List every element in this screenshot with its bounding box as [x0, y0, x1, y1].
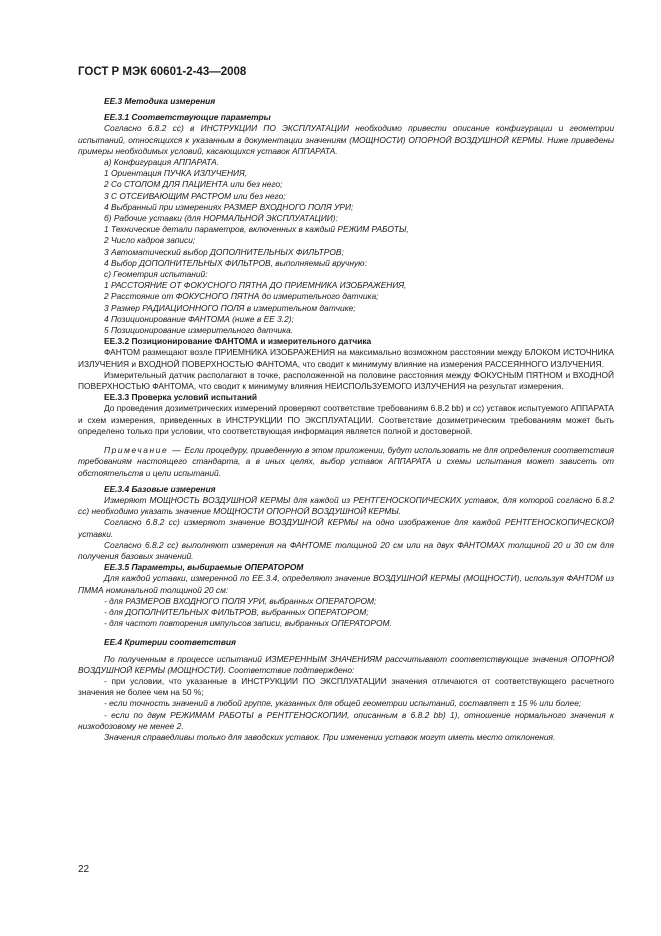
- list-item: 4 Позиционирование ФАНТОМА (ниже в ЕЕ 3.2);: [104, 313, 294, 324]
- section-ee3-4-title: EE.3.4 Базовые измерения: [104, 483, 216, 494]
- paragraph: До проведения дозиметрических измерений проверяют соответствие требованиям 6.8.2 bb) и сс) уставок испытуемого АППАРАТА и схем измерения, приведенных в ИНСТРУКЦИИ ПО ЭКСПЛУАТАЦИИ. Соответствие дозиметрическим требованиям может быть определено только при условии, что соответствующая информация является полной и достоверной.: [78, 403, 615, 436]
- note: [78, 445, 614, 479]
- paragraph: - если по двум РЕЖИМАМ РАБОТЫ в РЕНТГЕНОСКОПИИ, описанным в 6.8.2 bb) 1), отношение нормального значения к низкодозовому не менее 2.: [78, 709, 614, 731]
- list-item: - для частот повторения импульсов записи, выбранных ОПЕРАТОРОМ.: [104, 618, 392, 629]
- paragraph: ФАНТОМ размещают возле ПРИЕМНИКА ИЗОБРАЖЕНИЯ на максимально возможном расстоянии между БЛОКОМ ИСТОЧНИКА ИЗЛУЧЕНИЯ и ВХОДНОЙ ПОВЕРХНОСТЬЮ ФАНТОМА, что сводит к минимуму влияние на измерения РАССЕЯННОГО ИЗЛУЧЕНИЯ.: [78, 347, 614, 369]
- list-item: 3 Автоматический выбор ДОПОЛНИТЕЛЬНЫХ ФИЛЬТРОВ;: [104, 246, 344, 257]
- paragraph: Значения справедливы только для заводских уставок. При изменении уставок могут иметь место отклонения.: [104, 731, 556, 742]
- list-item: 3 С ОТСЕИВАЮЩИМ РАСТРОМ или без него;: [104, 190, 286, 201]
- paragraph: Согласно 6.8.2 сс) в ИНСТРУКЦИИ ПО ЭКСПЛУАТАЦИИ необходимо привести описание конфигурации и геометрии испытаний, относящихся к указанным в документации значениям (МОЩНОСТИ) ОПОРНОЙ ВОЗДУШНОЙ КЕРМЫ. Ниже приведены примеры необходимых условий, касающихся уставок АППАРАТА.: [78, 123, 614, 156]
- list-item: 2 Расстояние от ФОКУСНОГО ПЯТНА до измерительного датчика;: [104, 291, 379, 302]
- list-item: 1 Технические детали параметров, включенных в каждый РЕЖИМ РАБОТЫ,: [104, 224, 409, 235]
- list-item: 4 Выбранный при измерениях РАЗМЕР ВХОДНОГО ПОЛЯ УРИ;: [104, 201, 354, 212]
- note-label: Примечание —: [104, 445, 183, 456]
- paragraph: Измеряют МОЩНОСТЬ ВОЗДУШНОЙ КЕРМЫ для каждой из РЕНТГЕНОСКОПИЧЕСКИХ уставок, для которой согласно 6.8.2 сс) необходимо указать значение МОЩНОСТИ ОПОРНОЙ ВОЗДУШНОЙ КЕРМЫ.: [78, 494, 614, 517]
- section-ee3-2-title: EE.3.2 Позиционирование ФАНТОМА и измерительного датчика: [104, 336, 372, 347]
- section-ee3-1-title: EE.3.1 Соответствующие параметры: [104, 112, 271, 123]
- list-item: 4 Выбор ДОПОЛНИТЕЛЬНЫХ ФИЛЬТРОВ, выполняемый вручную:: [104, 257, 367, 268]
- list-item: 2 Число кадров записи;: [104, 235, 196, 246]
- section-ee3-5-title: EE.3.5 Параметры, выбираемые ОПЕРАТОРОМ: [104, 562, 304, 573]
- list-item: 2 Со СТОЛОМ ДЛЯ ПАЦИЕНТА или без него;: [104, 179, 283, 190]
- paragraph: Согласно 6.8.2 сс) измеряют значение ВОЗДУШНОЙ КЕРМЫ на одно изображение для каждой РЕНТГЕНОСКОПИЧЕСКОЙ уставки.: [78, 517, 614, 539]
- section-ee3-3-title: EE.3.3 Проверка условий испытаний: [104, 392, 258, 403]
- paragraph: По полученным в процессе испытаний ИЗМЕРЕННЫМ ЗНАЧЕНИЯМ рассчитывают соответствующие значения ОПОРНОЙ ВОЗДУШНОЙ КЕРМЫ (МОЩНОСТИ). Соответствие подтверждено:: [78, 653, 614, 675]
- paragraph: Согласно 6.8.2 сс) выполняют измерения на ФАНТОМЕ толщиной 20 см или на двух ФАНТОМАХ толщиной 20 и 30 см для получения базовых значений.: [78, 539, 614, 561]
- paragraph: - если точность значений в любой группе, указанных для общей геометрии испытаний, составляет ± 15 % или более;: [104, 698, 582, 709]
- list-item: а) Конфигурация АППАРАТА.: [104, 157, 220, 168]
- section-ee4-title: EE.4 Критерии соответствия: [104, 637, 236, 648]
- list-item: с) Геометрия испытаний:: [104, 269, 208, 280]
- list-item: - для ДОПОЛНИТЕЛЬНЫХ ФИЛЬТРОВ, выбранных ОПЕРАТОРОМ;: [104, 606, 369, 617]
- list-item: 3 Размер РАДИАЦИОННОГО ПОЛЯ в измерительном датчике;: [104, 302, 356, 313]
- section-ee3-title: EE.3 Методика измерения: [104, 96, 216, 106]
- list-item: 1 РАССТОЯНИЕ ОТ ФОКУСНОГО ПЯТНА ДО ПРИЕМНИКА ИЗОБРАЖЕНИЯ,: [104, 280, 407, 291]
- list-item: 1 Ориентация ПУЧКА ИЗЛУЧЕНИЯ,: [104, 168, 248, 179]
- list-item: б) Рабочие уставки (для НОРМАЛЬНОЙ ЭКСПЛУАТАЦИИ):: [104, 213, 338, 224]
- list-item: - для РАЗМЕРОВ ВХОДНОГО ПОЛЯ УРИ, выбранных ОПЕРАТОРОМ;: [104, 595, 377, 606]
- paragraph: Измерительный датчик располагают в точке, расположенной на половине расстояния между ФОКУСНЫМ ПЯТНОМ и ВХОДНОЙ ПОВЕРХНОСТЬЮ ФАНТОМА, что сводит к минимуму влияния НЕИСПОЛЬЗУЕМОГО ИЗЛУЧЕНИЯ на результат измерения.: [78, 369, 614, 392]
- page-number: 22: [78, 864, 90, 875]
- document-header: ГОСТ Р МЭК 60601-2-43—2008: [78, 66, 247, 78]
- list-item: 5 Позиционирование измерительного датчика.: [104, 325, 294, 336]
- paragraph: - при условии, что указанные в ИНСТРУКЦИИ ПО ЭКСПЛУАТАЦИИ значения отличаются от соответствующего расчетного значения не более чем на 50 %;: [78, 675, 614, 698]
- note-text: Если процедуру, приведенную в этом приложении, будут использовать не для определения соответствия требованиям настоящего стандарта, а в иных целях, выбор уставок АППАРАТА и схемы испытания может зависеть от обстоятельств и цели испытаний.: [78, 445, 614, 478]
- page-content: [78, 96, 614, 743]
- paragraph: Для каждой уставки, измеренной по ЕЕ.3.4, определяют значение ВОЗДУШНОЙ КЕРМЫ (МОЩНОСТИ), используя ФАНТОМ из ПММА номинальной толщиной 20 см:: [78, 573, 614, 595]
